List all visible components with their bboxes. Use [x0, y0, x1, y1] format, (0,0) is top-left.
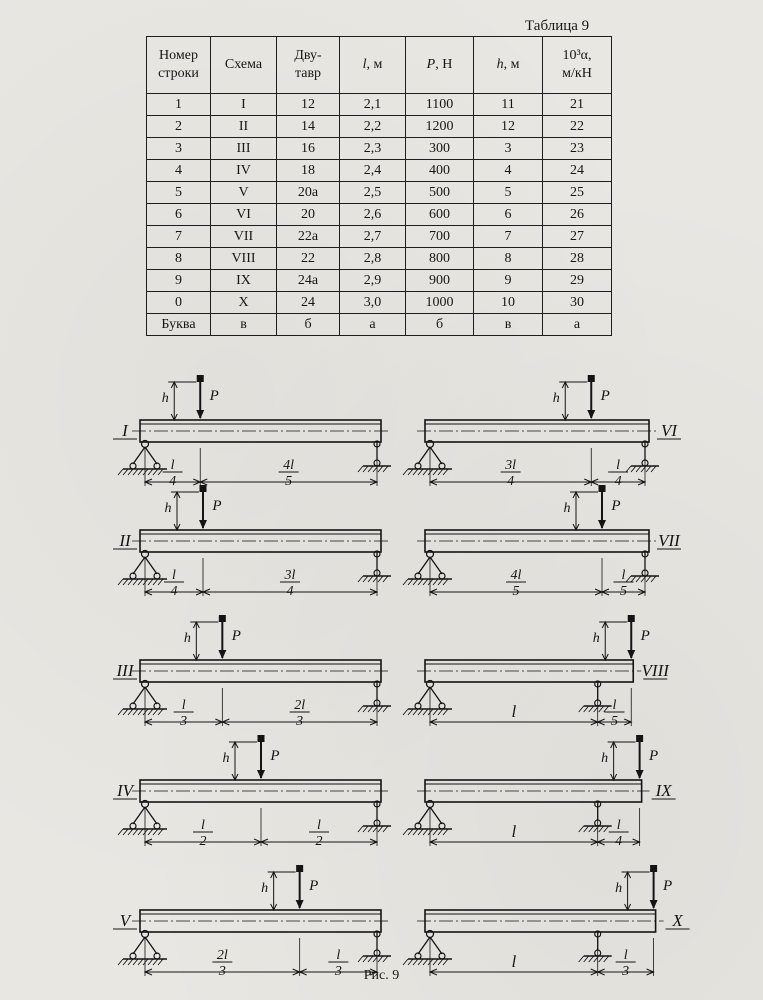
ground-hatching [579, 826, 612, 832]
table-cell: 2,8 [340, 248, 406, 270]
label-text: 2l [216, 948, 228, 963]
scheme-label: IX [655, 781, 672, 800]
table-cell: 22а [277, 226, 340, 248]
table-cell: 5 [147, 182, 211, 204]
label-text: 5 [610, 714, 618, 729]
header-force: P, Н [406, 37, 474, 94]
label-text: 5 [512, 584, 520, 599]
table-cell: 8 [474, 248, 543, 270]
table-cell: 24 [277, 292, 340, 314]
ground-hatching [118, 709, 167, 715]
label-text: l [172, 568, 176, 583]
table-cell: 8 [147, 248, 211, 270]
table-row [147, 204, 612, 226]
force-label: P [649, 748, 659, 764]
h-label: h [161, 391, 169, 406]
pin-support [403, 801, 452, 836]
falling-weight [628, 615, 635, 622]
header-ibeam: Дву- тавр [277, 37, 340, 94]
table-cell: X [211, 292, 277, 314]
table-cell: 1 [147, 94, 211, 116]
force-arrowhead [587, 410, 595, 419]
force-label: P [270, 748, 280, 764]
table-cell: 6 [147, 204, 211, 226]
pin-support [403, 441, 452, 476]
label-text: l [511, 952, 517, 971]
force-label: P [663, 878, 673, 894]
table-cell: 24 [543, 160, 612, 182]
figure-caption: Рис. 9 [363, 968, 400, 983]
h-label: h [563, 501, 571, 516]
table-cell: 2,9 [340, 270, 406, 292]
dimension-fraction [174, 698, 194, 729]
table-cell: II [211, 116, 277, 138]
table-cell: а [543, 314, 612, 336]
falling-weight [197, 375, 204, 382]
table-cell: б [406, 314, 474, 336]
ground-hatching [118, 829, 167, 835]
beam-scheme-iv [113, 735, 391, 849]
table-cell: 4 [147, 160, 211, 182]
falling-weight [258, 735, 265, 742]
ground-hatching [358, 706, 391, 712]
table-cell: 21 [543, 94, 612, 116]
label-text: l [201, 818, 205, 833]
label-text: 4l [510, 568, 522, 583]
table-cell: VIII [211, 248, 277, 270]
parameters-table [146, 36, 612, 336]
force-arrowhead [199, 520, 207, 529]
label-text: 4 [615, 834, 623, 849]
scheme-label: VIII [641, 661, 669, 680]
label-text: 5 [285, 474, 293, 489]
table-cell: 27 [543, 226, 612, 248]
beam-scheme-ii [113, 485, 391, 599]
table-cell: 6 [474, 204, 543, 226]
table-cell: 18 [277, 160, 340, 182]
label-text: 4 [507, 474, 515, 489]
table-cell: а [340, 314, 406, 336]
label-text: 3l [284, 568, 296, 583]
roller-support [358, 551, 391, 582]
table-cell: 9 [147, 270, 211, 292]
table-row [147, 248, 612, 270]
table-body [147, 94, 612, 336]
table-cell: 11 [474, 94, 543, 116]
h-label: h [261, 881, 269, 896]
table-row [147, 314, 612, 336]
table-row [147, 116, 612, 138]
scheme-label: IV [116, 781, 134, 800]
table-cell: 1000 [406, 292, 474, 314]
table-cell: Буква [147, 314, 211, 336]
pin-support [118, 931, 167, 966]
label-text: 3l [505, 458, 517, 473]
h-label: h [183, 631, 191, 646]
table-cell: 5 [474, 182, 543, 204]
header-alpha: 10³α, м/кН [543, 37, 612, 94]
table-cell: V [211, 182, 277, 204]
force-arrowhead [650, 900, 658, 909]
label-text: 4 [169, 474, 177, 489]
scheme-label: VI [660, 421, 678, 440]
table-cell: 2,6 [340, 204, 406, 226]
table-cell: 1100 [406, 94, 474, 116]
h-label: h [552, 391, 560, 406]
table-cell: в [474, 314, 543, 336]
dimension-fraction [164, 568, 184, 599]
table-cell: 16 [277, 138, 340, 160]
header-scheme: Схема [211, 37, 277, 94]
table-caption: Таблица 9 [525, 18, 590, 34]
label-text: l [317, 818, 321, 833]
pin-support [403, 931, 452, 966]
beam-scheme-vii [403, 485, 681, 599]
pin-support [118, 681, 167, 716]
label-text: l [612, 698, 617, 713]
beam-scheme-x [403, 865, 690, 979]
table-cell: 28 [543, 248, 612, 270]
table-cell: в [211, 314, 277, 336]
scheme-label: III [116, 661, 134, 680]
table-cell: б [277, 314, 340, 336]
ground-hatching [118, 469, 167, 475]
ground-hatching [358, 826, 391, 832]
table-cell: 600 [406, 204, 474, 226]
table-row [147, 292, 612, 314]
table-cell: 10 [474, 292, 543, 314]
table-cell: 500 [406, 182, 474, 204]
table-cell: 2,7 [340, 226, 406, 248]
dimension-fraction [604, 698, 624, 729]
ground-hatching [358, 956, 391, 962]
dimension-fraction [608, 458, 628, 489]
table-cell: 800 [406, 248, 474, 270]
ground-hatching [579, 706, 612, 712]
roller-support [626, 551, 659, 582]
label-text: 2 [315, 834, 323, 849]
ground-hatching [358, 576, 391, 582]
label-text: l [336, 948, 341, 963]
force-label: P [640, 628, 650, 644]
beam-scheme-v [113, 865, 391, 979]
table-cell: 4 [474, 160, 543, 182]
header-length: l, м [340, 37, 406, 94]
ground-hatching [403, 709, 452, 715]
table-cell: 9 [474, 270, 543, 292]
label-text: l [511, 822, 517, 841]
table-cell: 7 [147, 226, 211, 248]
roller-support [626, 441, 659, 472]
beam-scheme-vi [403, 375, 681, 489]
falling-weight [588, 375, 595, 382]
table-cell: 2,1 [340, 94, 406, 116]
falling-weight [296, 865, 303, 872]
falling-weight [636, 735, 643, 742]
dimension-fraction [501, 458, 521, 489]
label-text: 2l [294, 698, 306, 713]
table-cell: 3,0 [340, 292, 406, 314]
label-text: l [616, 458, 621, 473]
label-text: 4 [286, 584, 294, 599]
table-cell: 12 [277, 94, 340, 116]
label-text: l [170, 458, 175, 473]
table-cell: 2,4 [340, 160, 406, 182]
label-text: 2 [199, 834, 207, 849]
ground-hatching [626, 466, 659, 472]
dimension-fraction [511, 702, 516, 721]
beam-scheme-iii [113, 615, 391, 729]
table-cell: 25 [543, 182, 612, 204]
header-row-number: Номер строки [147, 37, 211, 94]
ground-hatching [403, 469, 452, 475]
falling-weight [219, 615, 226, 622]
ground-hatching [403, 579, 452, 585]
dimension-fraction [280, 568, 300, 599]
beam-scheme-viii [403, 615, 670, 729]
roller-support [579, 681, 612, 712]
ground-hatching [403, 959, 452, 965]
dimension-fraction [279, 458, 299, 489]
ground-hatching [358, 466, 391, 472]
force-label: P [209, 388, 219, 404]
h-label: h [615, 881, 623, 896]
force-arrowhead [257, 770, 265, 779]
dimension-fraction [609, 818, 629, 849]
table-cell: IX [211, 270, 277, 292]
table-cell: 22 [543, 116, 612, 138]
ground-hatching [403, 829, 452, 835]
table-cell: 2 [147, 116, 211, 138]
h-label: h [222, 751, 230, 766]
ground-hatching [118, 959, 167, 965]
table-cell: 22 [277, 248, 340, 270]
dimension-fraction [163, 458, 183, 489]
pin-support [118, 441, 167, 476]
roller-support [579, 931, 612, 962]
ground-hatching [579, 956, 612, 962]
force-arrowhead [627, 650, 635, 659]
roller-support [358, 931, 391, 962]
dimension-fraction [614, 568, 634, 599]
table-cell: 12 [474, 116, 543, 138]
label-text: 3 [334, 964, 342, 979]
table-cell: I [211, 94, 277, 116]
table-cell: 2,5 [340, 182, 406, 204]
beam-scheme-ix [403, 735, 676, 849]
table-cell: 3 [147, 138, 211, 160]
table-cell: VI [211, 204, 277, 226]
scheme-label: II [119, 531, 131, 550]
label-text: 3 [218, 964, 226, 979]
falling-weight [200, 485, 207, 492]
table-row [147, 160, 612, 182]
table-header-row [147, 37, 612, 94]
force-label: P [231, 628, 241, 644]
table-cell: 7 [474, 226, 543, 248]
table-cell: 2,3 [340, 138, 406, 160]
table-cell: 14 [277, 116, 340, 138]
label-text: l [623, 948, 628, 963]
force-label: P [611, 498, 621, 514]
table-cell: III [211, 138, 277, 160]
table-cell: 400 [406, 160, 474, 182]
falling-weight [599, 485, 606, 492]
h-label: h [601, 751, 609, 766]
ground-hatching [626, 576, 659, 582]
falling-weight [650, 865, 657, 872]
label-text: 5 [620, 584, 627, 599]
table-row [147, 226, 612, 248]
roller-support [358, 441, 391, 472]
table-cell: 24а [277, 270, 340, 292]
roller-support [358, 801, 391, 832]
header-height: h, м [474, 37, 543, 94]
scheme-label: I [122, 421, 128, 440]
pin-support [403, 551, 452, 586]
force-arrowhead [598, 520, 606, 529]
table-cell: VII [211, 226, 277, 248]
table-cell: IV [211, 160, 277, 182]
label-text: l [181, 698, 186, 713]
table-cell: 300 [406, 138, 474, 160]
table-cell: 23 [543, 138, 612, 160]
table-cell: 700 [406, 226, 474, 248]
force-arrowhead [636, 770, 644, 779]
label-text: l [616, 818, 621, 833]
table-row [147, 138, 612, 160]
table-row [147, 270, 612, 292]
label-text: 4 [170, 584, 178, 599]
beam-scheme-i [113, 375, 391, 489]
dimension-fraction [290, 698, 310, 729]
label-text: 4l [283, 458, 295, 473]
table-cell: 29 [543, 270, 612, 292]
roller-support [358, 681, 391, 712]
table-row [147, 94, 612, 116]
table-cell: 2,2 [340, 116, 406, 138]
label-text: 3 [296, 714, 304, 729]
dimension-fraction [193, 818, 213, 849]
table-cell: 1200 [406, 116, 474, 138]
h-label: h [592, 631, 600, 646]
table-cell: 20а [277, 182, 340, 204]
force-label: P [600, 388, 610, 404]
label-text: l [621, 568, 626, 583]
force-arrowhead [218, 650, 226, 659]
pin-support [118, 551, 167, 586]
label-text: l [511, 702, 517, 721]
table-cell: 3 [474, 138, 543, 160]
force-label: P [212, 498, 222, 514]
table-cell: 26 [543, 204, 612, 226]
pin-support [118, 801, 167, 836]
table-cell: 30 [543, 292, 612, 314]
table-cell: 900 [406, 270, 474, 292]
table-cell: 20 [277, 204, 340, 226]
h-label: h [164, 501, 172, 516]
label-text: 3 [180, 714, 188, 729]
scheme-label: V [119, 911, 131, 930]
scheme-label: X [672, 911, 683, 930]
scheme-label: VII [658, 531, 680, 550]
force-arrowhead [296, 900, 304, 909]
dimension-fraction [309, 818, 329, 849]
label-text: 4 [614, 474, 622, 489]
table-row [147, 182, 612, 204]
roller-support [579, 801, 612, 832]
dimension-fraction [511, 822, 516, 841]
force-arrowhead [196, 410, 204, 419]
ground-hatching [118, 579, 167, 585]
dimension-fraction [506, 568, 526, 599]
pin-support [403, 681, 452, 716]
force-label: P [309, 878, 319, 894]
table-cell: 0 [147, 292, 211, 314]
label-text: 3 [622, 964, 630, 979]
